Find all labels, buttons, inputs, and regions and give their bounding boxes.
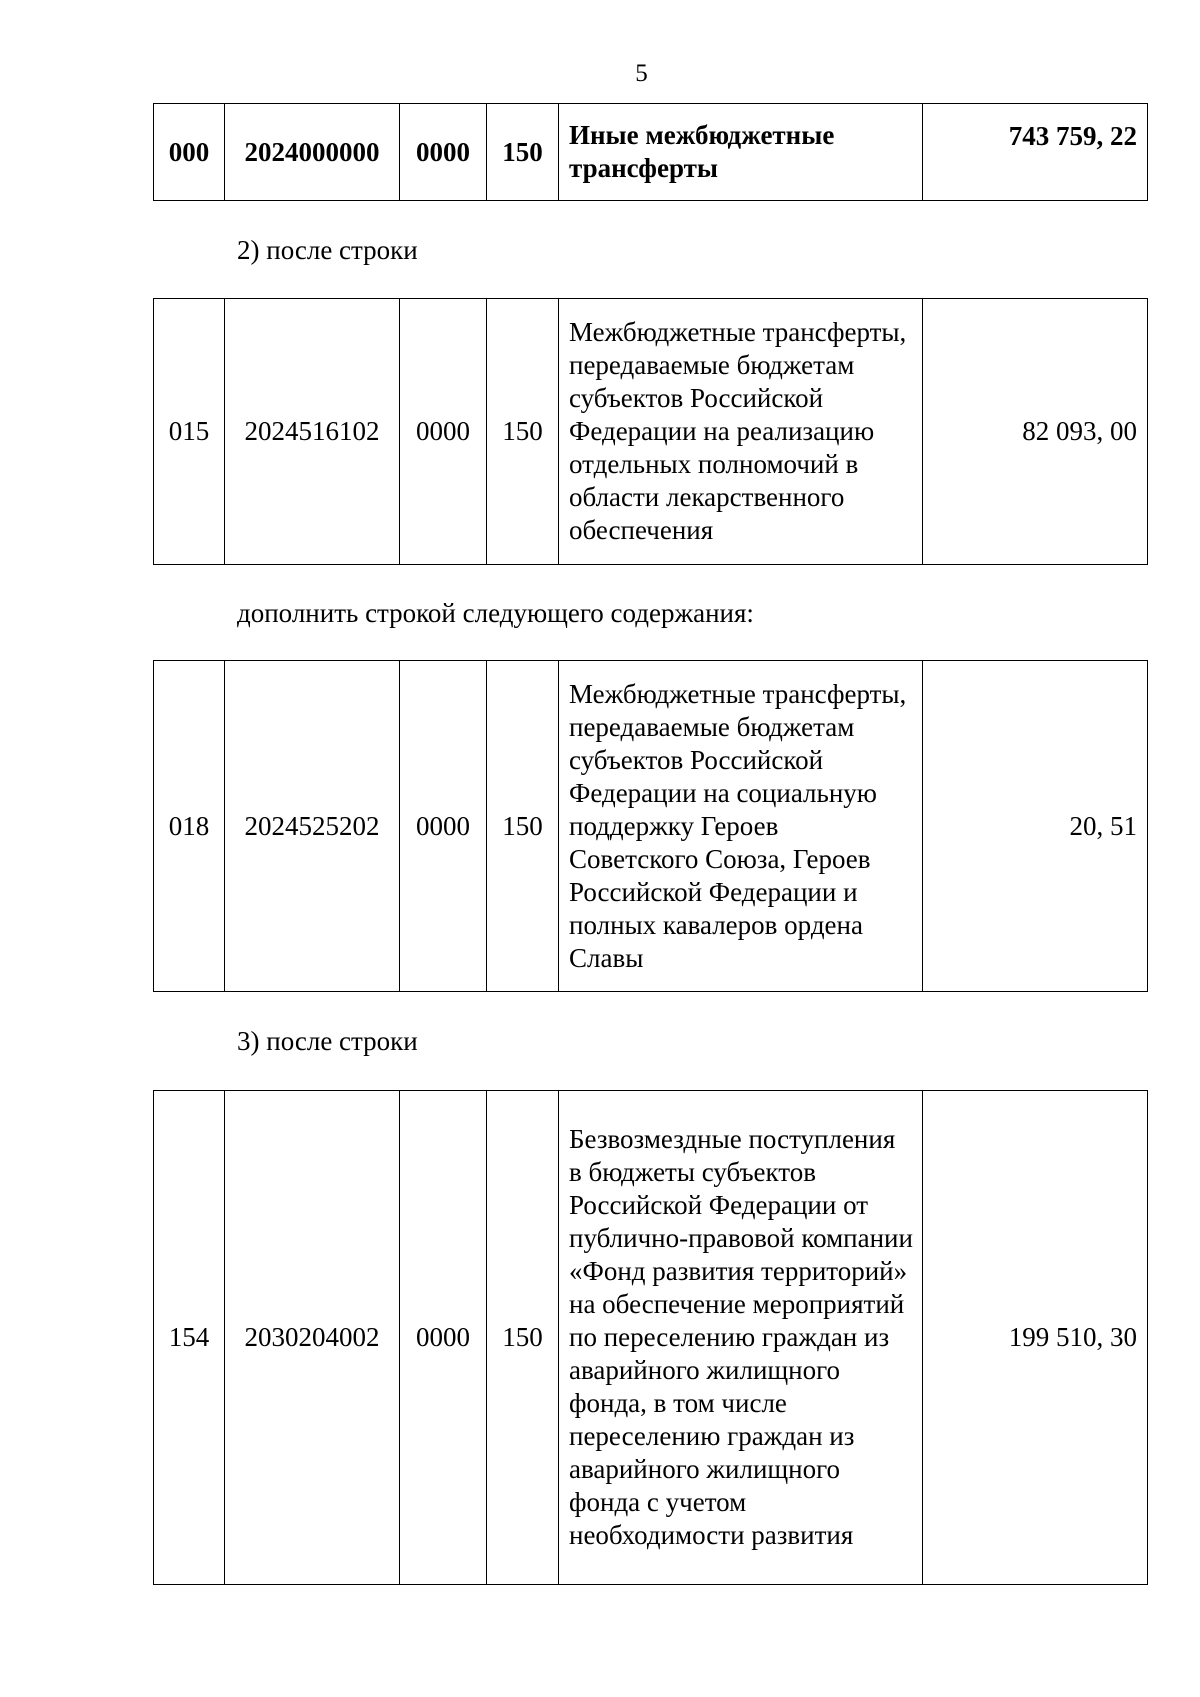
paragraph-add-row: дополнить строкой следующего содержания: <box>237 598 754 628</box>
subtype-code-cell: 150 <box>487 104 559 201</box>
revenue-name-text: Иные межбюджетные трансферты <box>569 120 835 183</box>
budget-table-4 <box>153 1090 1148 1585</box>
paragraph-after-row-2: 2) после строки <box>237 235 418 265</box>
subtype-code-cell: 150 <box>487 299 559 565</box>
paragraph-after-row-3: 3) после строки <box>237 1026 418 1056</box>
amount-cell: 743 759, 22 <box>923 104 1148 201</box>
program-code-cell: 0000 <box>400 661 487 992</box>
amount-cell: 20, 51 <box>923 661 1148 992</box>
admin-code-cell: 018 <box>154 661 225 992</box>
revenue-code-cell: 2024525202 <box>225 661 400 992</box>
page-number: 5 <box>635 60 648 87</box>
table-row <box>154 1091 1148 1585</box>
revenue-name-text: Межбюджетные трансферты, передаваемые бюджетам субъектов Российской Федерации на реализацию отдельных полномочий в области лекарственного обеспечения <box>569 317 907 545</box>
revenue-name-cell <box>559 104 923 201</box>
amount-cell: 199 510, 30 <box>923 1091 1148 1585</box>
revenue-name-cell <box>559 661 923 992</box>
table-row <box>154 104 1148 201</box>
revenue-code-cell: 2024516102 <box>225 299 400 565</box>
admin-code-cell: 154 <box>154 1091 225 1585</box>
subtype-code-cell: 150 <box>487 1091 559 1585</box>
revenue-name-text: Межбюджетные трансферты, передаваемые бюджетам субъектов Российской Федерации на социальную поддержку Героев Советского Союза, Героев Российской Федерации и полных кавалеров ордена Славы <box>569 678 907 973</box>
admin-code-cell: 000 <box>154 104 225 201</box>
program-code-cell: 0000 <box>400 299 487 565</box>
revenue-code-cell: 2024000000 <box>225 104 400 201</box>
subtype-code-cell: 150 <box>487 661 559 992</box>
table-row <box>154 299 1148 565</box>
program-code-cell: 0000 <box>400 104 487 201</box>
revenue-name-text: Безвозмездные поступления в бюджеты субъектов Российской Федерации от публично-правовой компании «Фонд развития территорий» на обеспечение мероприятий по переселению граждан из аварийного жилищного фонда, в том числе переселению граждан из аварийного жилищного фонда с учетом необходимости развития <box>569 1124 913 1550</box>
revenue-name-cell <box>559 1091 923 1585</box>
revenue-name-cell <box>559 299 923 565</box>
admin-code-cell: 015 <box>154 299 225 565</box>
revenue-code-cell: 2030204002 <box>225 1091 400 1585</box>
budget-table-1 <box>153 103 1148 201</box>
program-code-cell: 0000 <box>400 1091 487 1585</box>
budget-table-2 <box>153 298 1148 565</box>
budget-table-3 <box>153 660 1148 992</box>
table-row <box>154 661 1148 992</box>
amount-cell: 82 093, 00 <box>923 299 1148 565</box>
